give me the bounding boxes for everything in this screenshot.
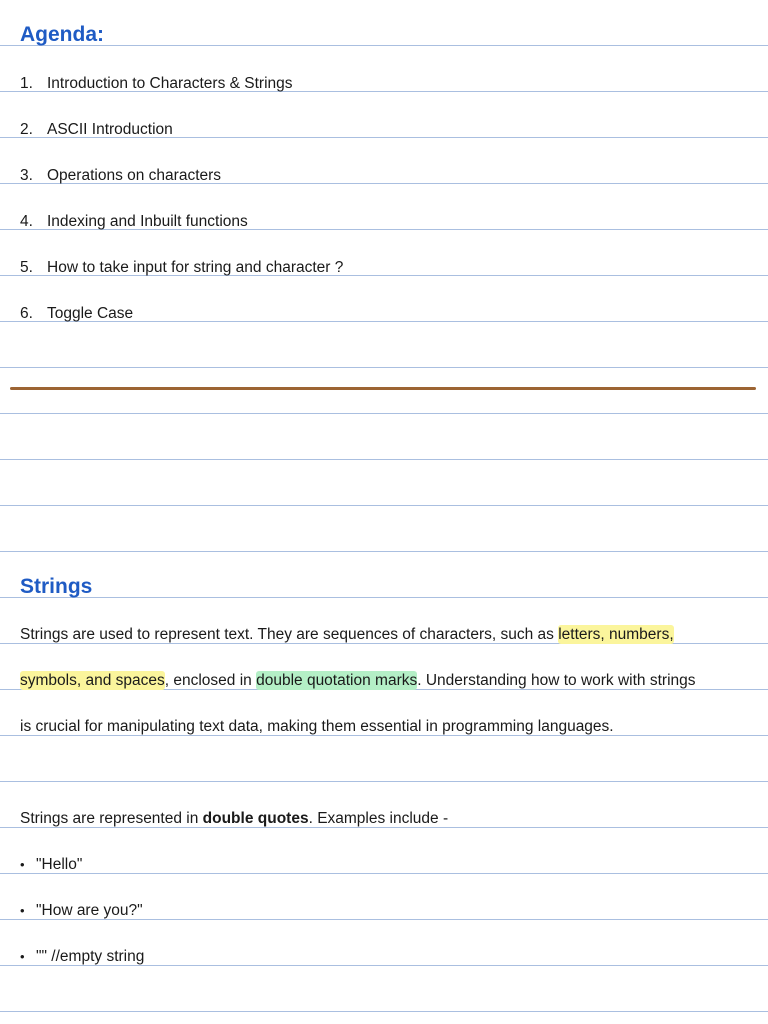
highlighted-text: symbols, and spaces: [20, 672, 165, 689]
text-span: . Examples include -: [308, 810, 449, 827]
agenda-item-number: 6.: [20, 305, 33, 322]
strings-title: Strings: [20, 575, 93, 598]
section-divider: [10, 387, 756, 390]
example-text: "Hello": [36, 856, 83, 873]
example-list-item: [20, 947, 144, 967]
agenda-item: [20, 74, 293, 94]
agenda-item-text: Operations on characters: [47, 167, 222, 184]
example-text: "" //empty string: [36, 948, 145, 965]
strings-representation-line: [20, 809, 448, 829]
agenda-item-number: 4.: [20, 213, 33, 230]
agenda-item: [20, 120, 173, 140]
text-span: . Understanding how to work with strings: [417, 672, 696, 689]
bullet-icon: •: [20, 903, 25, 918]
bold-text: double quotes: [202, 810, 309, 827]
strings-description-line-3: [20, 717, 614, 737]
agenda-item-number: 1.: [20, 75, 33, 92]
highlighted-text-green: double quotation marks: [256, 672, 418, 689]
agenda-item-text: How to take input for string and character ?: [47, 259, 344, 276]
agenda-item: [20, 212, 248, 232]
strings-description-line-1: [20, 625, 674, 645]
example-list-item: [20, 855, 82, 875]
text-span: Strings are used to represent text. They are sequences of characters, such as: [20, 626, 559, 643]
bullet-icon: •: [20, 857, 25, 872]
strings-description-line-2: [20, 671, 696, 691]
text-span: is crucial for manipulating text data, making them essential in programming languages.: [20, 718, 614, 735]
agenda-item-text: ASCII Introduction: [47, 121, 173, 138]
agenda-item: [20, 166, 221, 186]
agenda-item-text: Indexing and Inbuilt functions: [47, 213, 248, 230]
agenda-item-text: Introduction to Characters & Strings: [47, 75, 293, 92]
agenda-item-number: 3.: [20, 167, 33, 184]
agenda-item: [20, 258, 343, 278]
bullet-icon: •: [20, 949, 25, 964]
agenda-title: Agenda:: [20, 23, 104, 46]
agenda-item-number: 5.: [20, 259, 33, 276]
text-span: Strings are represented in: [20, 810, 203, 827]
example-text: "How are you?": [36, 902, 143, 919]
agenda-item: [20, 304, 133, 324]
highlighted-text: letters, numbers,: [558, 626, 674, 643]
agenda-item-number: 2.: [20, 121, 33, 138]
text-span: , enclosed in: [164, 672, 257, 689]
agenda-item-text: Toggle Case: [47, 305, 134, 322]
example-list-item: [20, 901, 143, 921]
